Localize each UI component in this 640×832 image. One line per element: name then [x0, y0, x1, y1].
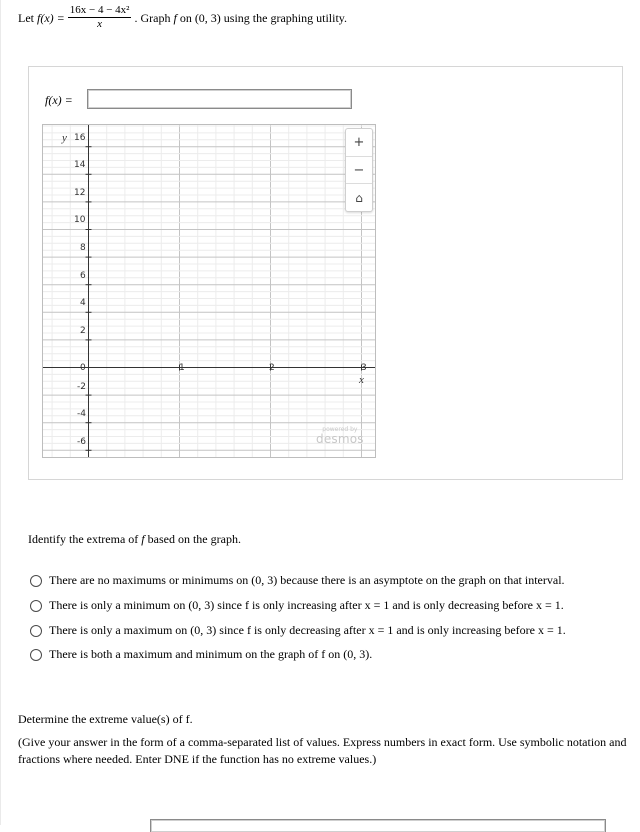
- q1-suffix: . Graph: [134, 10, 171, 25]
- x-tick-3: 3: [361, 363, 367, 373]
- y-tick-0: 0: [80, 363, 86, 373]
- desmos-logo[interactable]: [316, 426, 364, 445]
- y-tick-12: 12: [74, 188, 86, 198]
- y-tick-14: 14: [74, 160, 86, 170]
- y-tick-neg6: -6: [77, 437, 86, 447]
- option-4-label: There is both a maximum and minimum on the graph of f on (0, 3).: [49, 647, 373, 661]
- zoom-in-button[interactable]: [346, 129, 372, 156]
- y-tick-neg4: -4: [77, 409, 86, 419]
- option-1-label: There are no maximums or minimums on (0, 3) because there is an asymptote on the graph on that interval.: [49, 573, 565, 587]
- y-tick-16: 16: [74, 133, 86, 143]
- graph-grid: [43, 125, 375, 457]
- radio-button-2[interactable]: [30, 600, 42, 612]
- question-3-prompt: Determine the extreme value(s) of f.: [18, 712, 193, 726]
- q1-func-name: f: [173, 10, 177, 25]
- y-tick-neg2: -2: [77, 382, 86, 392]
- plus-icon: +: [353, 135, 365, 150]
- grid-lines: [43, 125, 375, 457]
- radio-button-1[interactable]: [30, 575, 42, 587]
- desmos-graph[interactable]: [42, 124, 376, 458]
- option-3-label: There is only a maximum on (0, 3) since f is only decreasing after x = 1 and is only increasing before x = 1.: [49, 623, 566, 637]
- q1-numerator: 16x − 4 − 4x²: [69, 4, 130, 16]
- x-tick-2: 2: [269, 363, 275, 373]
- powered-by-text: powered by: [322, 426, 358, 433]
- radio-button-3[interactable]: [30, 625, 42, 637]
- q1-fraction: [68, 4, 132, 31]
- y-axis-label: y: [62, 132, 67, 144]
- extreme-values-input[interactable]: [150, 819, 606, 832]
- function-input-label-text: f(x) =: [45, 93, 73, 107]
- question-2-prompt: [28, 532, 241, 547]
- option-3[interactable]: [30, 623, 566, 638]
- y-tick-2: 2: [80, 326, 86, 336]
- y-tick-8: 8: [80, 243, 86, 253]
- q1-prefix: Let: [18, 10, 34, 25]
- q1-denominator: x: [97, 18, 103, 30]
- desmos-brand: desmos: [316, 432, 364, 446]
- home-button[interactable]: [346, 183, 372, 211]
- question-3-instructions: (Give your answer in the form of a comma-separated list of values. Express numbers in exact form. Use symbolic notation and fractions where needed. Enter DNE if the function has no extreme values.): [18, 735, 627, 766]
- y-tick-6: 6: [80, 271, 86, 281]
- option-2-label: There is only a minimum on (0, 3) since f is only increasing after x = 1 and is only decreasing before x = 1.: [49, 598, 564, 612]
- function-input-label: [45, 93, 73, 108]
- zoom-controls: [345, 128, 373, 212]
- y-tick-10: 10: [74, 215, 86, 225]
- q2-prompt-end: based on the graph.: [147, 532, 241, 546]
- q1-suffix-2: on (0, 3) using the graphing utility.: [179, 10, 348, 25]
- q2-prompt-text: Identify the extrema of: [28, 532, 139, 546]
- q1-func-lhs: f(x) =: [37, 10, 65, 25]
- q2-prompt-func: f: [141, 532, 145, 546]
- y-tick-4: 4: [80, 298, 86, 308]
- minus-icon: −: [353, 163, 365, 178]
- home-icon: ⌂: [355, 190, 363, 205]
- question-1-text: [18, 4, 347, 31]
- page-left-border: [0, 0, 1, 825]
- x-axis-label: x: [359, 374, 364, 386]
- zoom-out-button[interactable]: [346, 156, 372, 184]
- option-4[interactable]: [30, 647, 372, 662]
- radio-button-4[interactable]: [30, 649, 42, 661]
- option-1[interactable]: [30, 573, 565, 588]
- option-2[interactable]: [30, 598, 564, 613]
- function-input[interactable]: [87, 89, 352, 109]
- x-tick-1: 1: [179, 363, 185, 373]
